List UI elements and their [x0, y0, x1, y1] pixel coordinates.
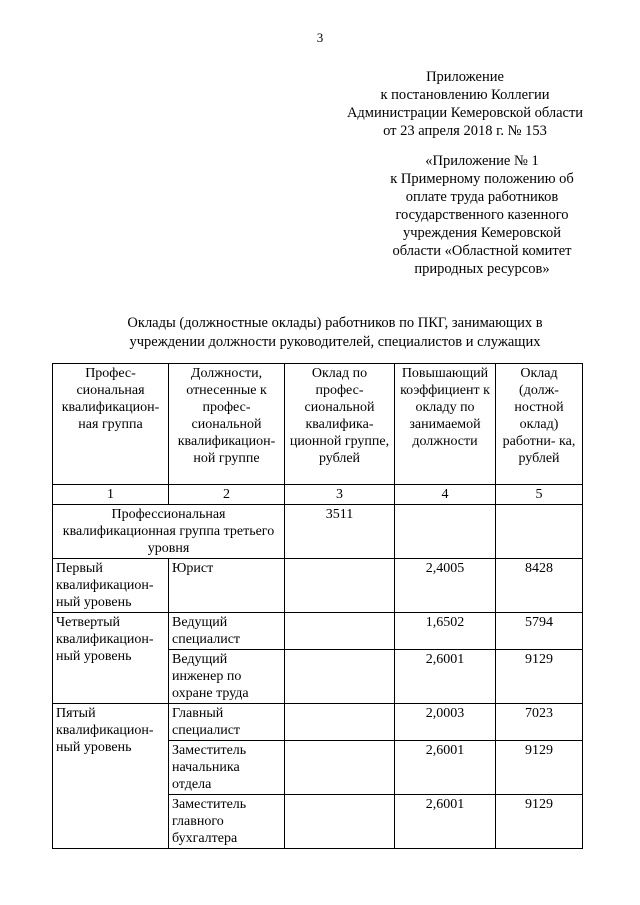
level-cell: Четвертый квалификацион- ный уровень: [53, 613, 169, 704]
table-row: [53, 559, 583, 613]
attachment-block: [330, 68, 600, 140]
table-row: [53, 613, 583, 650]
salary-cell: 7023: [496, 704, 583, 741]
empty-cell: [285, 741, 395, 795]
level-cell: Пятый квалификацион- ный уровень: [53, 704, 169, 849]
header-positions: Должности, отнесенные к профес- сиональной квалификацион- ной группе: [169, 364, 285, 485]
salary-cell: 9129: [496, 650, 583, 704]
attachment-line: Приложение: [426, 69, 504, 85]
empty-cell: [285, 704, 395, 741]
salary-cell: 9129: [496, 795, 583, 849]
coefficient-cell: 2,6001: [395, 795, 496, 849]
table-row: [53, 704, 583, 741]
attachment-to-line: государственного казенного: [395, 207, 569, 223]
group-label: Профессиональная квалификационная группа третьего уровня: [53, 505, 285, 559]
salary-cell: 5794: [496, 613, 583, 650]
attachment-to-line: области «Областной комитет: [392, 243, 572, 259]
coefficient-cell: 2,0003: [395, 704, 496, 741]
empty-cell: [395, 505, 496, 559]
coefficient-cell: 2,4005: [395, 559, 496, 613]
column-number-row: [53, 485, 583, 505]
column-number: 5: [496, 485, 583, 505]
header-group: Профес- сиональная квалификацион- ная группа: [53, 364, 169, 485]
column-number: 4: [395, 485, 496, 505]
attachment-to-line: учреждения Кемеровской: [402, 225, 562, 241]
page-number: 3: [316, 30, 324, 45]
salary-cell: 8428: [496, 559, 583, 613]
header-coefficient: Повышающий коэффициент к окладу по занимаемой должности: [395, 364, 496, 485]
position-cell: Ведущий инженер по охране труда: [169, 650, 285, 704]
attachment-line: к постановлению Коллегии: [380, 87, 550, 103]
group-base-salary: 3511: [285, 505, 395, 559]
position-cell: Юрист: [169, 559, 285, 613]
coefficient-cell: 2,6001: [395, 650, 496, 704]
header-base-salary: Оклад по профес- сиональной квалифика- ционной группе, рублей: [285, 364, 395, 485]
empty-cell: [285, 613, 395, 650]
position-cell: Ведущий специалист: [169, 613, 285, 650]
attachment-to-line: природных ресурсов»: [414, 261, 550, 277]
group-row: [53, 505, 583, 559]
title-line: Оклады (должностные оклады) работников по ПКГ, занимающих в: [127, 315, 543, 331]
empty-cell: [285, 559, 395, 613]
position-cell: Заместитель главного бухгалтера: [169, 795, 285, 849]
salary-cell: 9129: [496, 741, 583, 795]
empty-cell: [496, 505, 583, 559]
column-number: 2: [169, 485, 285, 505]
attachment-to-line: оплате труда работников: [405, 189, 559, 205]
coefficient-cell: 1,6502: [395, 613, 496, 650]
coefficient-cell: 2,6001: [395, 741, 496, 795]
document-title: [100, 314, 570, 352]
position-cell: Заместитель начальника отдела: [169, 741, 285, 795]
attachment-line: Администрации Кемеровской области: [346, 105, 584, 121]
column-number: 3: [285, 485, 395, 505]
attachment-to-line: к Примерному положению об: [390, 171, 574, 187]
empty-cell: [285, 795, 395, 849]
attachment-to-line: «Приложение № 1: [425, 153, 539, 169]
level-cell: Первый квалификацион- ный уровень: [53, 559, 169, 613]
empty-cell: [285, 650, 395, 704]
header-salary: Оклад (долж- ностной оклад) работни- ка, рублей: [496, 364, 583, 485]
column-number: 1: [53, 485, 169, 505]
salary-table: [52, 363, 583, 849]
attachment-line: от 23 апреля 2018 г. № 153: [383, 123, 547, 139]
table-header-row: [53, 364, 583, 485]
title-line: учреждении должности руководителей, специалистов и служащих: [129, 334, 541, 350]
attachment-to-block: [362, 152, 602, 278]
position-cell: Главный специалист: [169, 704, 285, 741]
